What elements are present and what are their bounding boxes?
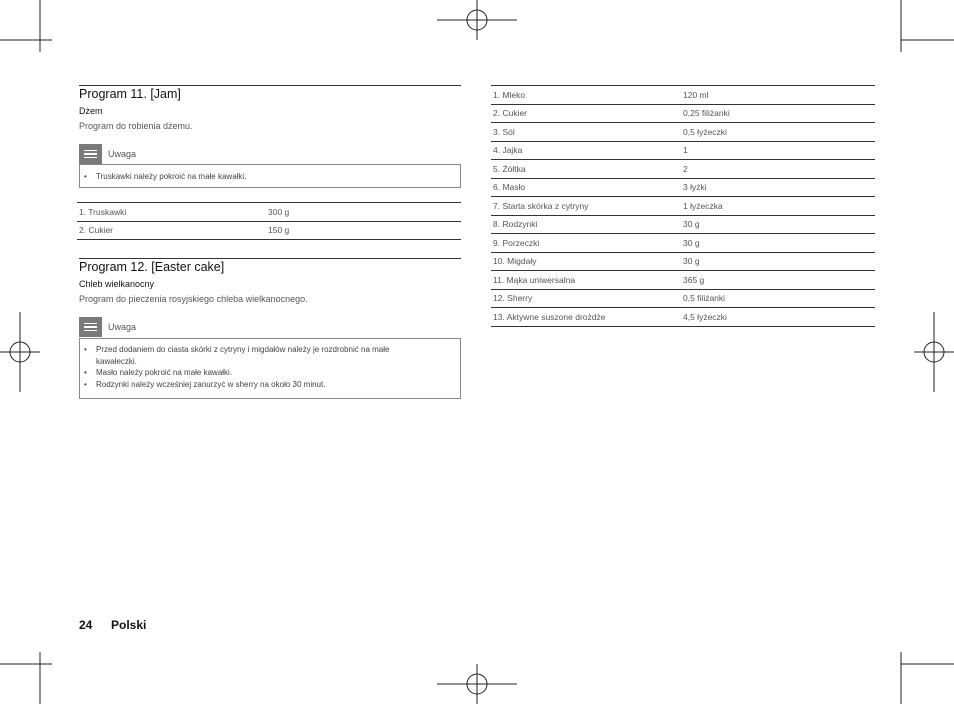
ingredient-name: 11. Mąka uniwersalna bbox=[491, 271, 681, 290]
note-header bbox=[79, 317, 136, 337]
ingredient-name: 9. Porzeczki bbox=[491, 234, 681, 253]
ingredient-amount: 300 g bbox=[266, 203, 461, 222]
table-row bbox=[491, 123, 875, 142]
note-item: • Przed dodaniem do ciasta skórki z cytryny i migdałów należy je rozdrobnić na małe kawałeczki. bbox=[80, 344, 430, 367]
ingredient-name: 2. Cukier bbox=[491, 104, 681, 123]
table-row bbox=[77, 221, 461, 240]
ingredient-amount: 0,25 filiżanki bbox=[681, 104, 875, 123]
section-divider bbox=[79, 85, 461, 86]
table-row bbox=[491, 141, 875, 160]
table-row bbox=[491, 234, 875, 253]
table-row bbox=[77, 203, 461, 222]
table-row bbox=[491, 271, 875, 290]
ingredient-name: 8. Rodzynki bbox=[491, 215, 681, 234]
note-icon bbox=[79, 144, 102, 164]
ingredient-amount: 1 łyżeczka bbox=[681, 197, 875, 216]
ingredient-name: 5. Żółtka bbox=[491, 160, 681, 179]
table-row bbox=[491, 86, 875, 105]
note-box bbox=[79, 164, 461, 188]
table-row bbox=[491, 289, 875, 308]
table-row bbox=[491, 215, 875, 234]
ingredient-name: 10. Migdały bbox=[491, 252, 681, 271]
ingredient-amount: 30 g bbox=[681, 215, 875, 234]
note-item: • Truskawki należy pokroić na małe kawałki. bbox=[80, 171, 460, 183]
table-row bbox=[491, 178, 875, 197]
ingredient-amount: 0,5 łyżeczki bbox=[681, 123, 875, 142]
ingredient-amount: 4,5 łyżeczki bbox=[681, 308, 875, 327]
section-divider bbox=[79, 258, 461, 259]
ingredient-name: 2. Cukier bbox=[77, 221, 266, 240]
ingredient-amount: 30 g bbox=[681, 234, 875, 253]
note-label: Uwaga bbox=[108, 149, 137, 159]
program11-title: Program 11. [Jam] bbox=[79, 87, 181, 101]
ingredient-name: 6. Masło bbox=[491, 178, 681, 197]
ingredient-name: 12. Sherry bbox=[491, 289, 681, 308]
program12-ingredients-table bbox=[491, 85, 875, 327]
table-row bbox=[491, 160, 875, 179]
table-row bbox=[491, 308, 875, 327]
footer-language: Polski bbox=[111, 618, 147, 632]
note-header bbox=[79, 144, 136, 164]
ingredient-name: 1. Truskawki bbox=[77, 203, 266, 222]
table-row bbox=[491, 252, 875, 271]
program12-description: Program do pieczenia rosyjskiego chleba wielkanocnego. bbox=[79, 294, 308, 304]
ingredient-amount: 120 ml bbox=[681, 86, 875, 105]
program11-ingredients-table bbox=[77, 202, 461, 240]
note-box bbox=[79, 338, 461, 399]
program11-description: Program do robienia dżemu. bbox=[79, 121, 193, 131]
ingredient-amount: 3 łyżki bbox=[681, 178, 875, 197]
ingredient-amount: 30 g bbox=[681, 252, 875, 271]
note-icon bbox=[79, 317, 102, 337]
ingredient-name: 7. Starta skórka z cytryny bbox=[491, 197, 681, 216]
page-number: 24 bbox=[79, 618, 93, 632]
program12-subtitle: Chleb wielkanocny bbox=[79, 279, 155, 289]
ingredient-amount: 1 bbox=[681, 141, 875, 160]
ingredient-amount: 150 g bbox=[266, 221, 461, 240]
ingredient-amount: 2 bbox=[681, 160, 875, 179]
program11-subtitle: Dżem bbox=[79, 106, 103, 116]
note-item: • Rodzynki należy wcześniej zanurzyć w sherry na około 30 minut. bbox=[80, 379, 430, 391]
program12-title: Program 12. [Easter cake] bbox=[79, 260, 225, 274]
ingredient-name: 3. Sól bbox=[491, 123, 681, 142]
ingredient-amount: 365 g bbox=[681, 271, 875, 290]
table-row bbox=[491, 197, 875, 216]
note-item: • Masło należy pokroić na małe kawałki. bbox=[80, 367, 430, 379]
ingredient-name: 13. Aktywne suszone drożdże bbox=[491, 308, 681, 327]
note-label: Uwaga bbox=[108, 322, 137, 332]
ingredient-name: 1. Mleko bbox=[491, 86, 681, 105]
table-row bbox=[491, 104, 875, 123]
ingredient-amount: 0,5 filiżanki bbox=[681, 289, 875, 308]
ingredient-name: 4. Jajka bbox=[491, 141, 681, 160]
